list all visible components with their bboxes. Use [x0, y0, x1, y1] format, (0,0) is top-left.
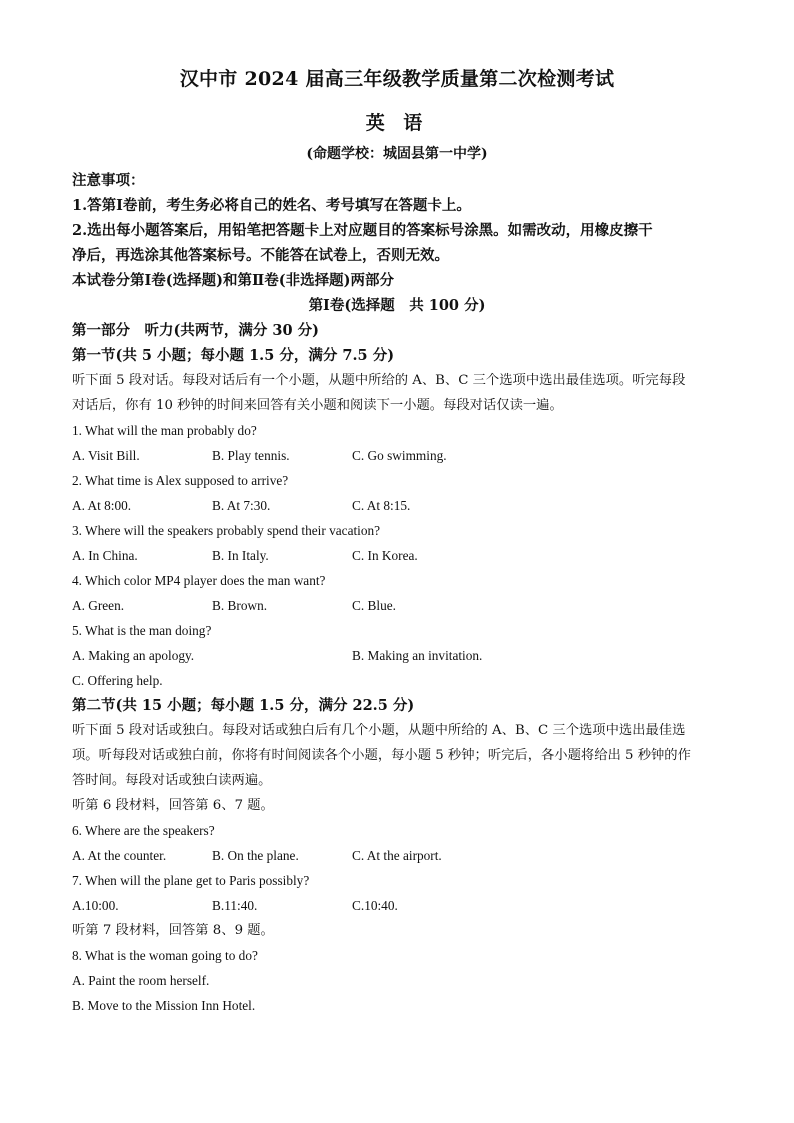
question: 3. Where will the speakers probably spend their vacation?: [72, 523, 381, 538]
question: 5. What is the man doing?: [72, 623, 212, 638]
question: 2. What time is Alex supposed to arrive?: [72, 473, 289, 488]
notes-heading: 注意事项：: [72, 172, 145, 189]
option: B. Move to the Mission Inn Hotel.: [72, 998, 256, 1013]
option: A. At 8:00.: [72, 498, 132, 513]
section-instructions: 听下面 5 段对话。每段对话后有一个小题，从题中所给的 A、B、C 三个选项中选出最佳选项。听完每段: [72, 373, 686, 388]
option: C. At 8:15.: [352, 498, 411, 513]
question-options: [72, 543, 722, 568]
question: 7. When will the plane get to Paris possibly?: [72, 873, 310, 888]
question-options: [72, 593, 722, 618]
section-heading: 第一节(共 5 小题；每小题 1.5 分，满分 7.5 分): [72, 347, 395, 364]
question: 4. Which color MP4 player does the man want?: [72, 573, 326, 588]
paper-structure: 本试卷分第Ⅰ卷(选择题)和第Ⅱ卷(非选择题)两部分: [72, 272, 394, 289]
note-item: 2.选出每小题答案后，用铅笔把答题卡上对应题目的答案标号涂黑。如需改动，用橡皮擦干: [72, 222, 653, 239]
option: B. Making an invitation.: [352, 648, 483, 663]
option: A. Paint the room herself.: [72, 973, 210, 988]
subject-title: 英 语: [365, 112, 429, 134]
option: C. At the airport.: [352, 848, 442, 863]
exam-page: [72, 66, 722, 1018]
question-options: [72, 493, 722, 518]
material-note: 听第 6 段材料，回答第 6、7 题。: [72, 798, 274, 813]
option: C. Go swimming.: [352, 448, 447, 463]
option: C.10:40.: [352, 898, 398, 913]
option: B. On the plane.: [212, 848, 299, 863]
question-options: [72, 643, 722, 668]
school-note: (命题学校：城固县第一中学): [306, 146, 488, 162]
note-item: 净后，再选涂其他答案标号。不能答在试卷上，否则无效。: [72, 247, 449, 264]
option: A.10:00.: [72, 898, 119, 913]
notes-block: [72, 168, 722, 293]
section-instructions: 对话后，你有 10 秒钟的时间来回答有关小题和阅读下一小题。每段对话仅读一遍。: [72, 398, 563, 413]
option: A. Green.: [72, 598, 125, 613]
section-instructions: 项。听每段对话或独白前，你将有时间阅读各个小题，每小题 5 秒钟；听完后，各小题将给出 5 秒钟的作: [72, 748, 691, 763]
option: A. In China.: [72, 548, 138, 563]
section-instructions: 答时间。每段对话或独白读两遍。: [72, 773, 272, 788]
exam-title: 汉中市 2024 届高三年级教学质量第二次检测考试: [179, 68, 615, 90]
question: 6. Where are the speakers?: [72, 823, 215, 838]
section-heading: 第二节(共 15 小题；每小题 1.5 分，满分 22.5 分): [72, 697, 415, 714]
question-options: [72, 893, 722, 918]
option: B. In Italy.: [212, 548, 269, 563]
part-heading: 第一部分 听力(共两节，满分 30 分): [72, 322, 319, 339]
option: B. Play tennis.: [212, 448, 290, 463]
option: A. Making an apology.: [72, 648, 195, 663]
question-options: [72, 443, 722, 468]
question-options: [72, 843, 722, 868]
material-note: 听第 7 段材料，回答第 8、9 题。: [72, 923, 274, 938]
option: C. In Korea.: [352, 548, 418, 563]
section-instructions: 听下面 5 段对话或独白。每段对话或独白后有几个小题，从题中所给的 A、B、C 三个选项中选出最佳选: [72, 723, 686, 738]
option: C. Offering help.: [72, 673, 163, 688]
option: B.11:40.: [212, 898, 258, 913]
note-item: 1.答第Ⅰ卷前，考生务必将自己的姓名、考号填写在答题卡上。: [72, 197, 471, 214]
option: B. Brown.: [212, 598, 268, 613]
option: C. Blue.: [352, 598, 396, 613]
option: A. At the counter.: [72, 848, 167, 863]
volume-heading: 第Ⅰ卷(选择题 共 100 分): [308, 297, 486, 314]
question: 8. What is the woman going to do?: [72, 948, 258, 963]
option: B. At 7:30.: [212, 498, 271, 513]
option: A. Visit Bill.: [72, 448, 140, 463]
question: 1. What will the man probably do?: [72, 423, 257, 438]
